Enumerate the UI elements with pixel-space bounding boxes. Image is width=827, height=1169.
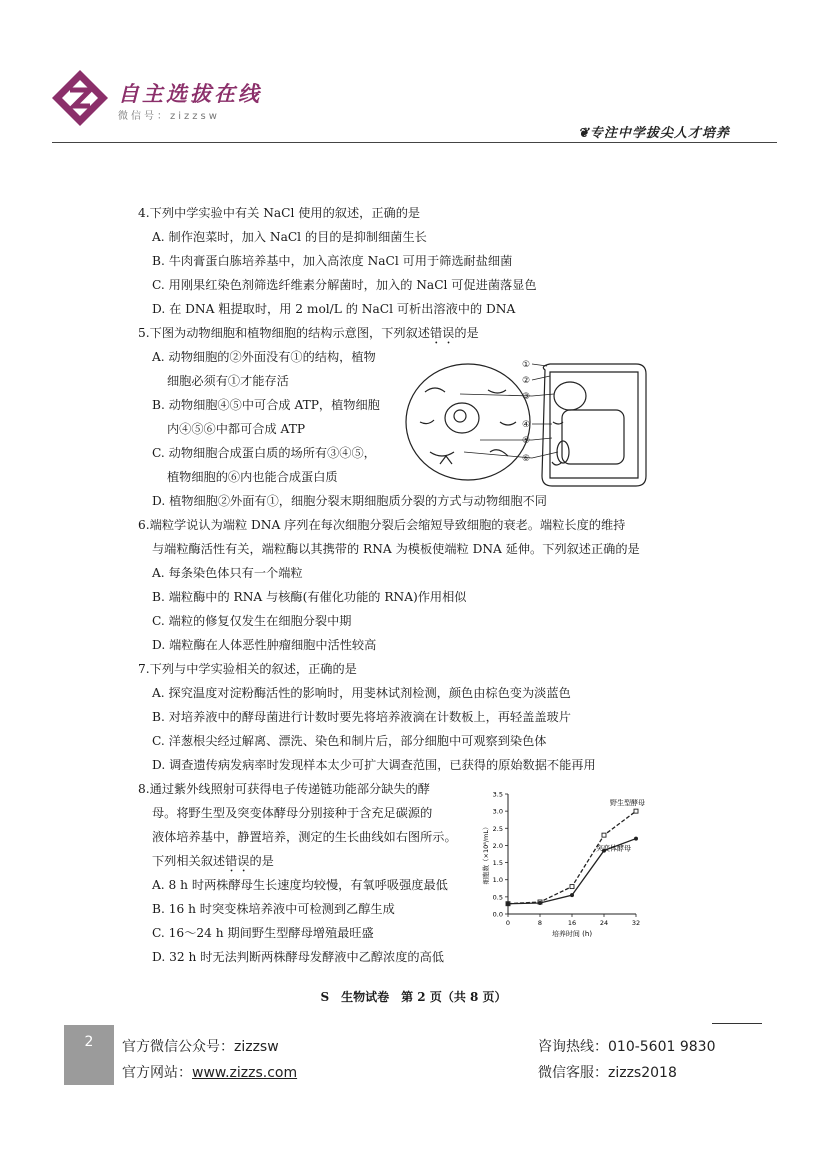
animal-cell <box>406 364 530 480</box>
data-point <box>538 901 542 905</box>
footer-website: 官方网站：www.zizzs.com <box>122 1065 298 1081</box>
question-6-option-b: B. 端粒酶中的 RNA 与核酶(有催化功能的 RNA)作用相似 <box>152 590 467 604</box>
question-6-option-d: D. 端粒酶在人体恶性肿瘤细胞中活性较高 <box>152 638 377 652</box>
question-8-stem-line1: 8.通过紫外线照射可获得电子传递链功能部分缺失的酵 <box>138 782 430 796</box>
y-tick-label: 3.0 <box>492 807 503 816</box>
x-tick-label: 8 <box>537 919 543 927</box>
figure-label-3: ③ <box>522 392 531 402</box>
emphasis-word: 错误 <box>225 854 250 868</box>
figure-label-5: ⑤ <box>522 436 531 446</box>
footer-wechat-service: 微信客服：zizzs2018 <box>538 1065 677 1081</box>
question-4-stem: 4.下列中学实验中有关 NaCl 使用的叙述，正确的是 <box>138 206 421 220</box>
growth-curve-chart <box>478 786 658 946</box>
question-7-stem: 7.下列与中学实验相关的叙述，正确的是 <box>138 662 357 676</box>
question-5-option-a: A. 动物细胞的②外面没有①的结构，植物 <box>152 350 376 364</box>
question-4-option-b: B. 牛肉膏蛋白胨培养基中，加入高浓度 NaCl 可用于筛选耐盐细菌 <box>152 254 513 268</box>
y-tick-label: 3.5 <box>492 790 503 799</box>
question-5-option-d: D. 植物细胞②外面有①，细胞分裂末期细胞质分裂的方式与动物细胞不同 <box>152 494 547 508</box>
question-6-option-c: C. 端粒的修复仅发生在细胞分裂中期 <box>152 614 352 628</box>
figure-label-6: ⑥ <box>522 454 531 464</box>
cell-structure-figure <box>400 352 650 492</box>
question-7-option-c: C. 洋葱根尖经过解离、漂洗、染色和制片后，部分细胞中可观察到染色体 <box>152 734 547 748</box>
question-8-stem-line4: 下列相关叙述错误的是 <box>152 854 274 868</box>
question-4-option-d: D. 在 DNA 粗提取时，用 2 mol/L 的 NaCl 可析出溶液中的 DNA <box>152 302 516 316</box>
brand-name: 自主选拔在线 <box>118 82 262 106</box>
legend-wild-type: 野生型酵母 <box>610 799 645 808</box>
question-8-option-b: B. 16 h 时突变株培养液中可检测到乙醇生成 <box>152 902 395 916</box>
data-point <box>634 837 638 841</box>
question-8-option-a: A. 8 h 时两株酵母生长速度均较慢，有氧呼吸强度最低 <box>152 878 448 892</box>
x-axis-label: 培养时间 (h) <box>551 930 593 938</box>
logo-icon <box>50 68 110 128</box>
animal-nucleus <box>445 403 479 433</box>
footer-wechat-official: 官方微信公众号：zizzsw <box>122 1039 279 1055</box>
question-5-option-b: B. 动物细胞④⑤中可合成 ATP，植物细胞 <box>152 398 380 412</box>
y-tick-label: 2.5 <box>492 824 503 833</box>
plant-vacuole <box>562 410 624 464</box>
data-point <box>602 833 606 837</box>
question-8-stem-line2: 母。将野生型及突变体酵母分别接种于含充足碳源的 <box>152 806 433 820</box>
y-tick-label: 1.0 <box>492 876 503 885</box>
y-tick-label: 0.5 <box>492 893 503 902</box>
legend-mutant: 突变体酵母 <box>596 844 631 853</box>
question-7-option-d: D. 调查遗传病发病率时发现样本太少可扩大调查范围，已获得的原始数据不能再用 <box>152 758 596 772</box>
question-7-option-b: B. 对培养液中的酵母菌进行计数时要先将培养液滴在计数板上，再轻盖盖玻片 <box>152 710 571 724</box>
website-link[interactable]: www.zizzs.com <box>192 1065 298 1081</box>
question-6-stem-line1: 6.端粒学说认为端粒 DNA 序列在每次细胞分裂后会缩短导致细胞的衰老。端粒长度的维持 <box>138 518 626 532</box>
question-6-option-a: A. 每条染色体只有一个端粒 <box>152 566 303 580</box>
x-tick-label: 0 <box>505 919 511 927</box>
figure-label-1: ① <box>522 360 531 370</box>
question-7-option-a: A. 探究温度对淀粉酶活性的影响时，用斐林试剂检测，颜色由棕色变为淡蓝色 <box>152 686 571 700</box>
x-tick-label: 24 <box>599 919 609 927</box>
question-5-option-c: C. 动物细胞合成蛋白质的场所有③④⑤， <box>152 446 376 460</box>
series-line-0 <box>508 811 636 904</box>
figure-label-4: ④ <box>522 420 531 430</box>
y-tick-label: 1.5 <box>492 859 503 868</box>
x-tick-label: 16 <box>567 919 577 927</box>
header-slogan <box>578 122 730 141</box>
question-8-option-c: C. 16～24 h 期间野生型酵母增殖最旺盛 <box>152 926 374 940</box>
question-5-option-c-cont: 植物细胞的⑥内也能合成蛋白质 <box>167 470 338 484</box>
plant-cell-wall <box>542 364 646 486</box>
footer-divider <box>712 1023 762 1024</box>
emphasis-word: 错误 <box>429 326 455 340</box>
question-4-option-c: C. 用刚果红染色剂筛选纤维素分解菌时，加入的 NaCl 可促进菌落显色 <box>152 278 537 292</box>
question-6-stem-line2: 与端粒酶活性有关，端粒酶以其携带的 RNA 为模板使端粒 DNA 延伸。下列叙述正确的是 <box>152 542 640 556</box>
brand-wechat-id: 微信号：zizzsw <box>118 111 220 122</box>
x-tick-label: 32 <box>631 919 641 927</box>
question-8-stem-line3: 液体培养基中，静置培养，测定的生长曲线如右图所示。 <box>152 830 457 844</box>
figure-label-2: ② <box>522 376 531 386</box>
data-point <box>634 809 638 813</box>
slogan-text: 专注中学拔尖人才培养 <box>589 126 730 141</box>
plant-cell-membrane <box>550 372 638 478</box>
header-divider <box>52 142 777 143</box>
page-number: 2 <box>84 1034 94 1050</box>
data-point <box>506 902 510 906</box>
question-5-stem: 5.下图为动物细胞和植物细胞的结构示意图，下列叙述错误的是 <box>138 326 479 340</box>
slogan-leaf-icon: ❦ <box>578 126 590 141</box>
question-4-option-a: A. 制作泡菜时，加入 NaCl 的目的是抑制细菌生长 <box>152 230 427 244</box>
exam-page-label: S 生物试卷 第 2 页（共 8 页） <box>320 990 507 1004</box>
y-tick-label: 0.0 <box>492 910 503 919</box>
plant-nucleus <box>554 382 586 410</box>
data-point <box>570 893 574 897</box>
y-axis-label: 细胞数（×10⁸/mL） <box>482 823 490 885</box>
question-5-option-a-cont: 细胞必须有①才能存活 <box>167 374 289 388</box>
question-5-option-b-cont: 内④⑤⑥中都可合成 ATP <box>167 422 306 436</box>
footer-hotline: 咨询热线：010-5601 9830 <box>538 1039 716 1055</box>
y-tick-label: 2.0 <box>492 841 503 850</box>
question-8-option-d: D. 32 h 时无法判断两株酵母发酵液中乙醇浓度的高低 <box>152 950 444 964</box>
data-point <box>570 885 574 889</box>
